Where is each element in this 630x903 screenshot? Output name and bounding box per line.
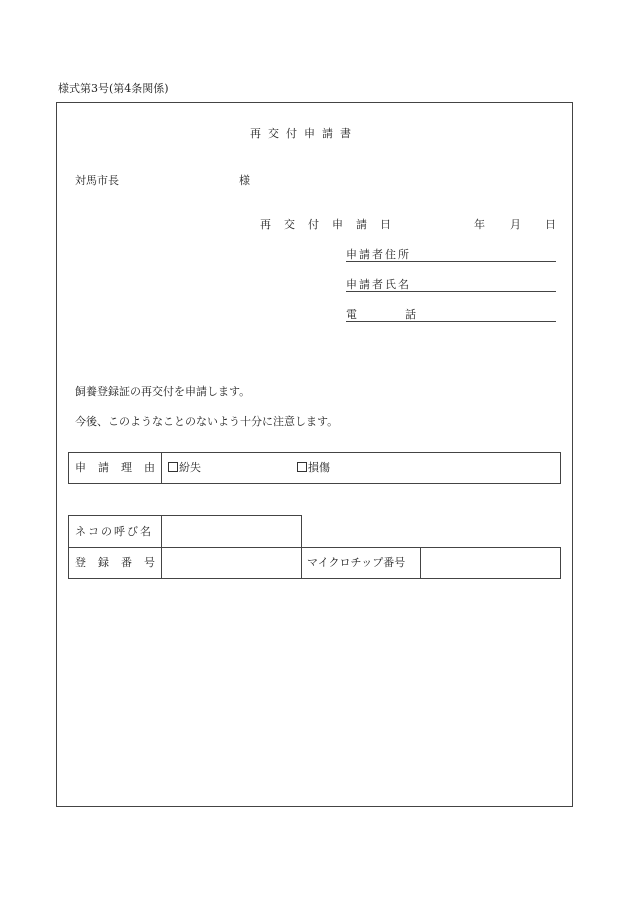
lost-checkbox[interactable] — [168, 462, 178, 472]
reg-number-value-cell[interactable] — [161, 547, 302, 579]
statement-line-2: 今後、このようなことのないよう十分に注意します。 — [75, 415, 339, 428]
reason-label: 申請理由 — [75, 461, 167, 474]
lost-label: 紛失 — [179, 461, 201, 474]
date-month: 月 — [510, 218, 521, 231]
applicant-phone-line[interactable] — [346, 321, 556, 322]
form-number: 様式第3号(第4条関係) — [58, 82, 169, 95]
reason-option-lost[interactable] — [168, 461, 201, 475]
date-day: 日 — [545, 218, 556, 231]
microchip-value-cell[interactable] — [420, 547, 561, 579]
date-year: 年 — [474, 218, 485, 231]
addressee: 対馬市長 — [75, 174, 119, 187]
applicant-phone-label: 電話 — [346, 308, 464, 321]
reason-option-damaged[interactable] — [297, 461, 330, 475]
microchip-label: マイクロチップ番号 — [307, 556, 406, 569]
form-title: 再交付申請書 — [250, 127, 358, 140]
reg-number-label: 登録番号 — [75, 556, 167, 569]
applicant-name-label: 申請者氏名 — [346, 278, 411, 291]
honorific: 様 — [239, 174, 250, 187]
applicant-name-line[interactable] — [346, 291, 556, 292]
applicant-address-label: 申請者住所 — [346, 248, 411, 261]
applicant-address-line[interactable] — [346, 261, 556, 262]
damaged-label: 損傷 — [308, 461, 330, 474]
statement-line-1: 飼養登録証の再交付を申請します。 — [75, 385, 251, 398]
damaged-checkbox[interactable] — [297, 462, 307, 472]
cat-name-value-cell[interactable] — [161, 515, 302, 548]
cat-name-label: ネコの呼び名 — [75, 525, 153, 538]
application-date-label: 再交付申請日 — [260, 218, 404, 231]
